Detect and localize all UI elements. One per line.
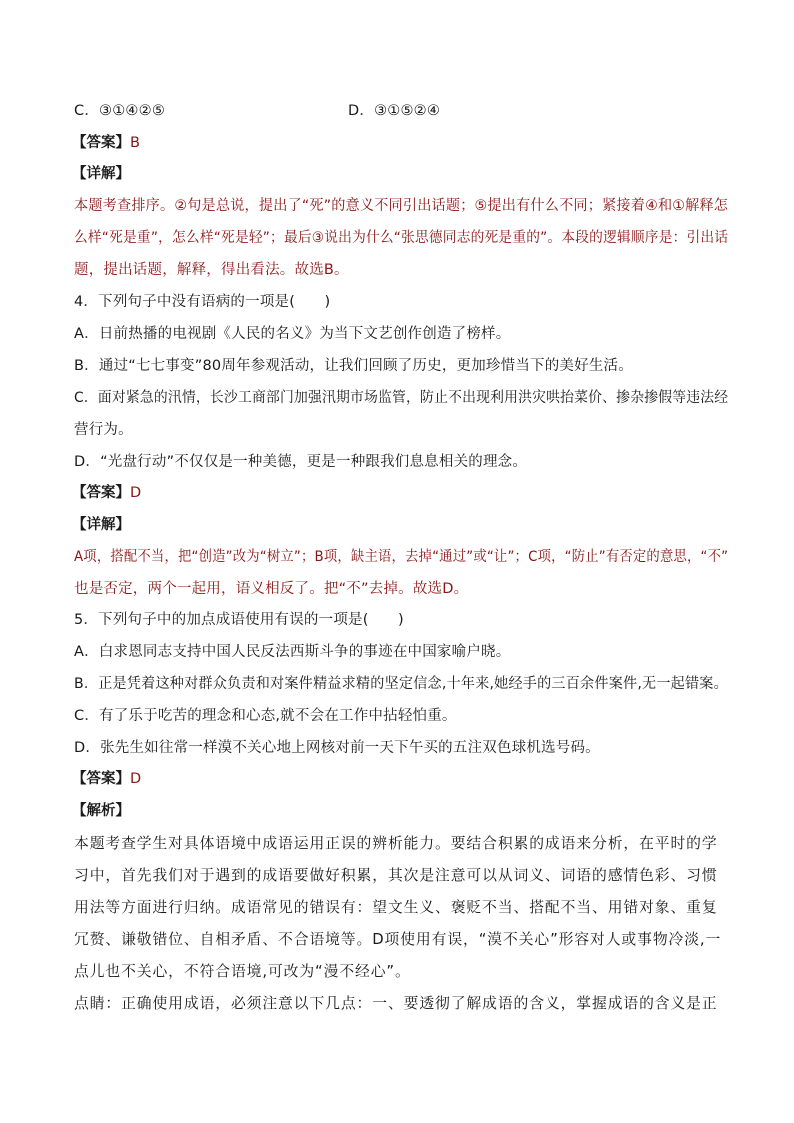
q4-option-a: A．日前热播的电视剧《人民的名义》为当下文艺创作创造了榜样。 — [74, 326, 511, 342]
q5-analysis-line-2: 习中，首先我们对于遇到的成语要做好积累，其次是注意可以从词义、词语的感情色彩、习惯 — [74, 867, 718, 884]
q5-option-b: B．正是凭着这种对群众负责和对案件精益求精的坚定信念,十年来,她经手的三百余件案件,无一起错案。 — [74, 676, 728, 692]
q3-answer-label: 答案 — [86, 135, 116, 151]
q3-answer-value: B — [130, 135, 140, 151]
q5-answer-value: D — [130, 771, 142, 787]
q4-detail-label: 详解 — [86, 517, 116, 533]
q3-option-d — [348, 101, 440, 121]
q3-detail-heading: 【详解】 — [72, 166, 130, 182]
q4-answer-label: 答案 — [86, 485, 116, 501]
q4-option-c-line-1: C．面对紧急的汛情，长沙工商部门加强汛期市场监管，防止不出现利用洪灾哄抬菜价、掺杂掺假等违法经 — [74, 390, 729, 406]
q5-option-a: A．白求恩同志支持中国人民反法西斯斗争的事迹在中国家喻户晓。 — [74, 644, 511, 660]
q3-option-c-text: C．③①④②⑤ — [74, 103, 166, 119]
q4-detail-heading: 【详解】 — [72, 517, 130, 533]
q5-stem: 5．下列句子中的加点成语使用有误的一项是( ) — [74, 612, 404, 628]
q5-analysis-line-1: 本题考查学生对具体语境中成语运用正误的辨析能力。要结合积累的成语来分析，在平时的学 — [74, 835, 718, 852]
q5-analysis-line-6: 点睛：正确使用成语，必须注意以下几点：一、要透彻了解成语的含义，掌握成语的含义是正 — [74, 995, 718, 1012]
q4-option-b: B．通过“七七事变”80周年参观活动，让我们回顾了历史，更加珍惜当下的美好生活。 — [74, 358, 633, 374]
q5-option-d: D．张先生如往常一样漠不关心地上网核对前一天下午买的五注双色球机选号码。 — [74, 740, 600, 756]
q4-option-c-line-2: 营行为。 — [74, 422, 133, 438]
q4-option-d: D．“光盘行动”不仅仅是一种美德，更是一种跟我们息息相关的理念。 — [74, 454, 528, 470]
q3-explanation-line-2: 么样“死是重”，怎么样“死是轻”；最后③说出为什么“张思德同志的死是重的”。本段的逻辑顺序是：引出话 — [74, 230, 729, 246]
q3-explanation-line-3: 题，提出话题，解释，得出看法。故选B。 — [74, 262, 349, 278]
q3-option-c — [74, 101, 165, 121]
q5-analysis-heading: 【解析】 — [72, 803, 130, 819]
q5-option-c: C．有了乐于吃苦的理念和心态,就不会在工作中拈轻怕重。 — [74, 708, 457, 724]
q5-answer-label: 答案 — [86, 771, 116, 787]
q4-explanation-line-1: A项，搭配不当，把“创造”改为“树立”；B项，缺主语，去掉“通过”或“让”；C项，“防止”有否定的意思，“不” — [74, 549, 729, 565]
q3-option-d-text: D．③①⑤②④ — [348, 103, 441, 119]
q5-analysis-line-3: 用法等方面进行归纳。成语常见的错误有：望文生义、褒贬不当、搭配不当、用错对象、重复 — [74, 899, 718, 916]
q3-detail-label: 详解 — [86, 166, 116, 182]
q5-analysis-line-5: 点儿也不关心，不符合语境,可改为“漫不经心”。 — [74, 963, 411, 980]
q4-answer-value: D — [130, 485, 142, 501]
q5-analysis-label: 解析 — [86, 803, 116, 819]
q4-answer-line: 【答案】D — [72, 485, 142, 501]
q5-answer-line: 【答案】D — [72, 771, 142, 787]
q5-analysis-line-4: 冗赘、谦敬错位、自相矛盾、不合语境等。D项使用有误，“漠不关心”形容对人或事物冷淡,一 — [74, 931, 722, 948]
q3-answer-line: 【答案】B — [72, 135, 140, 151]
q3-explanation-line-1: 本题考查排序。②句是总说，提出了“死”的意义不同引出话题；⑤提出有什么不同；紧接着④和①解释怎 — [74, 198, 729, 214]
q4-explanation-line-2: 也是否定，两个一起用，语义相反了。把“不”去掉。故选D。 — [74, 581, 469, 597]
q4-stem: 4．下列句子中没有语病的一项是( ) — [74, 294, 331, 310]
